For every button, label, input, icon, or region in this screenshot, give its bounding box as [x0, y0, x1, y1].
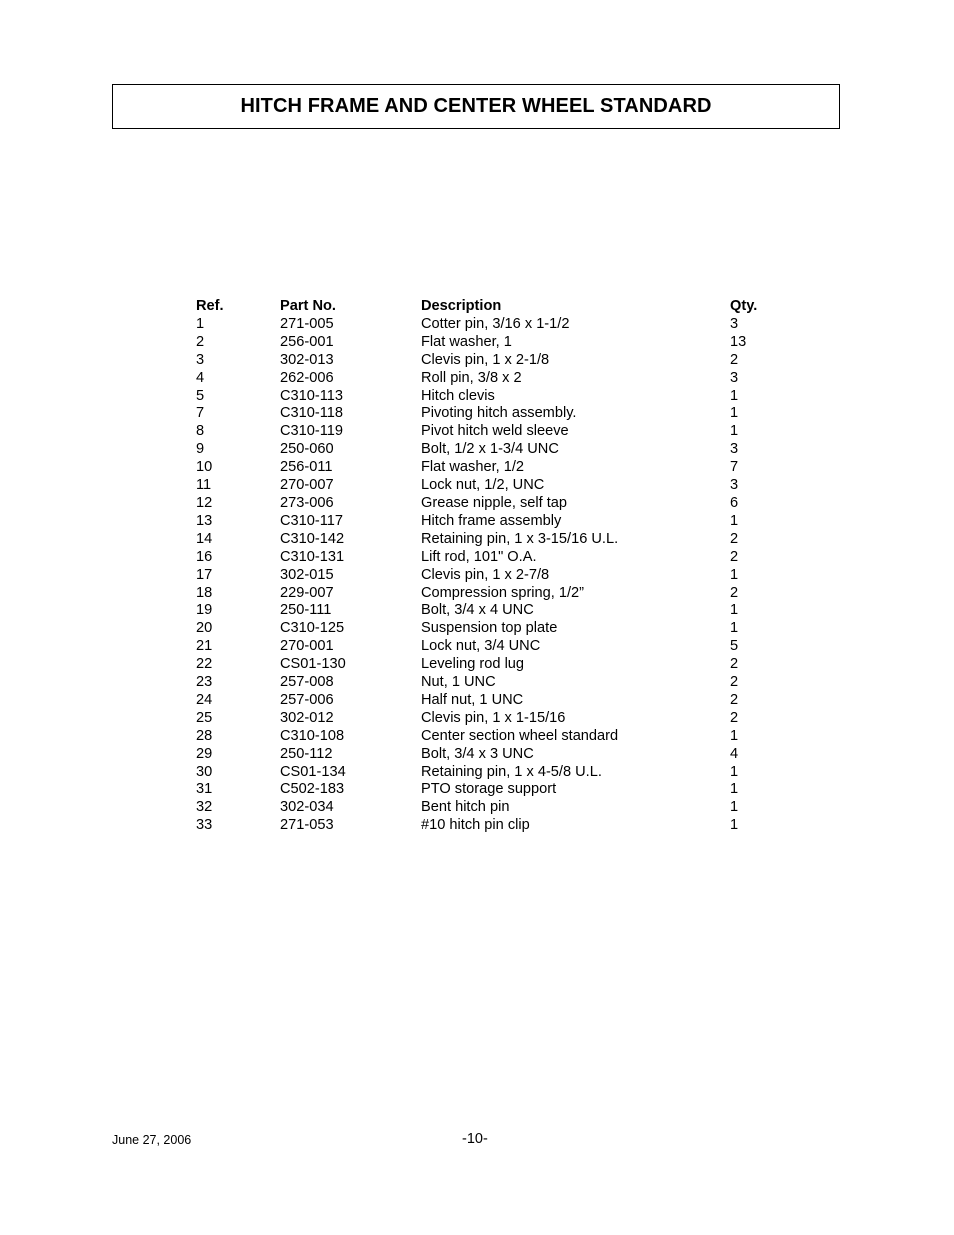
cell-part-no: 302-013	[280, 351, 334, 368]
cell-ref: 14	[196, 530, 213, 547]
cell-ref: 16	[196, 548, 213, 565]
cell-description: Clevis pin, 1 x 1-15/16	[421, 709, 566, 726]
cell-ref: 5	[196, 387, 205, 404]
cell-qty: 2	[730, 548, 739, 565]
cell-qty: 3	[730, 369, 739, 386]
cell-ref: 19	[196, 602, 213, 619]
table-row	[196, 781, 770, 799]
table-row	[196, 817, 770, 835]
table-row	[196, 370, 770, 388]
cell-ref: 29	[196, 745, 213, 762]
table-row	[196, 405, 770, 423]
cell-description: Roll pin, 3/8 x 2	[421, 369, 522, 386]
cell-qty: 1	[730, 727, 739, 744]
cell-qty: 6	[730, 494, 739, 511]
cell-ref: 33	[196, 817, 213, 834]
cell-qty: 7	[730, 459, 739, 476]
cell-description: Retaining pin, 1 x 3-15/16 U.L.	[421, 530, 619, 547]
cell-qty: 1	[730, 602, 739, 619]
cell-ref: 22	[196, 656, 213, 673]
cell-part-no: C310-125	[280, 620, 345, 637]
table-row	[196, 638, 770, 656]
cell-ref: 10	[196, 459, 213, 476]
table-row	[196, 764, 770, 782]
cell-part-no: 271-053	[280, 817, 334, 834]
cell-ref: 20	[196, 620, 213, 637]
cell-ref: 9	[196, 441, 205, 458]
cell-description: #10 hitch pin clip	[421, 817, 530, 834]
cell-qty: 1	[730, 817, 739, 834]
cell-part-no: 229-007	[280, 584, 334, 601]
table-row	[196, 692, 770, 710]
parts-table-body	[196, 316, 770, 835]
header-qty: Qty.	[730, 298, 758, 314]
cell-ref: 32	[196, 799, 213, 816]
cell-qty: 3	[730, 315, 739, 332]
cell-ref: 12	[196, 494, 213, 511]
cell-qty: 2	[730, 530, 739, 547]
cell-part-no: CS01-130	[280, 656, 346, 673]
cell-description: Lift rod, 101" O.A.	[421, 548, 537, 565]
cell-description: Flat washer, 1	[421, 333, 512, 350]
cell-qty: 1	[730, 387, 739, 404]
cell-part-no: 302-012	[280, 709, 334, 726]
table-row	[196, 352, 770, 370]
cell-qty: 1	[730, 763, 739, 780]
cell-part-no: 302-015	[280, 566, 334, 583]
table-header-row	[196, 298, 770, 316]
table-row	[196, 513, 770, 531]
header-part-no: Part No.	[280, 298, 336, 314]
cell-description: Bolt, 3/4 x 4 UNC	[421, 602, 534, 619]
table-row	[196, 585, 770, 603]
cell-description: Lock nut, 3/4 UNC	[421, 638, 541, 655]
cell-ref: 8	[196, 423, 205, 440]
cell-qty: 2	[730, 674, 739, 691]
table-row	[196, 674, 770, 692]
table-row	[196, 388, 770, 406]
cell-part-no: 250-060	[280, 441, 334, 458]
table-row	[196, 549, 770, 567]
cell-description: Hitch frame assembly	[421, 512, 562, 529]
cell-qty: 1	[730, 781, 739, 798]
cell-description: Bolt, 1/2 x 1-3/4 UNC	[421, 441, 559, 458]
table-row	[196, 710, 770, 728]
cell-ref: 2	[196, 333, 205, 350]
table-row	[196, 316, 770, 334]
cell-ref: 18	[196, 584, 213, 601]
cell-description: Clevis pin, 1 x 2-7/8	[421, 566, 550, 583]
cell-part-no: 270-007	[280, 477, 334, 494]
header-description: Description	[421, 298, 502, 314]
cell-description: Half nut, 1 UNC	[421, 691, 524, 708]
cell-ref: 4	[196, 369, 205, 386]
cell-description: Pivot hitch weld sleeve	[421, 423, 569, 440]
cell-ref: 7	[196, 405, 205, 422]
cell-part-no: C310-119	[280, 423, 344, 440]
cell-part-no: C502-183	[280, 781, 345, 798]
cell-ref: 23	[196, 674, 213, 691]
page-title: HITCH FRAME AND CENTER WHEEL STANDARD	[240, 95, 712, 117]
parts-table	[196, 298, 770, 835]
cell-part-no: 270-001	[280, 638, 334, 655]
cell-description: Flat washer, 1/2	[421, 459, 525, 476]
cell-ref: 25	[196, 709, 213, 726]
cell-description: Clevis pin, 1 x 2-1/8	[421, 351, 550, 368]
cell-qty: 1	[730, 405, 739, 422]
table-row	[196, 531, 770, 549]
cell-part-no: 262-006	[280, 369, 334, 386]
cell-part-no: 302-034	[280, 799, 334, 816]
table-row	[196, 334, 770, 352]
table-row	[196, 567, 770, 585]
cell-ref: 3	[196, 351, 205, 368]
cell-part-no: 271-005	[280, 315, 334, 332]
cell-qty: 1	[730, 512, 739, 529]
cell-qty: 1	[730, 423, 739, 440]
cell-description: Suspension top plate	[421, 620, 558, 637]
cell-ref: 31	[196, 781, 213, 798]
table-row	[196, 620, 770, 638]
cell-part-no: C310-131	[280, 548, 345, 565]
cell-qty: 2	[730, 656, 739, 673]
cell-part-no: 257-006	[280, 691, 334, 708]
cell-part-no: 256-011	[280, 459, 333, 476]
cell-part-no: C310-108	[280, 727, 345, 744]
cell-qty: 2	[730, 691, 739, 708]
cell-description: Nut, 1 UNC	[421, 674, 496, 691]
cell-qty: 2	[730, 709, 739, 726]
cell-qty: 1	[730, 799, 739, 816]
cell-description: Bent hitch pin	[421, 799, 510, 816]
cell-qty: 2	[730, 584, 739, 601]
cell-description: Compression spring, 1/2”	[421, 584, 585, 601]
cell-part-no: 250-112	[280, 745, 333, 762]
header-ref: Ref.	[196, 298, 224, 314]
table-row	[196, 459, 770, 477]
cell-description: Pivoting hitch assembly.	[421, 405, 577, 422]
cell-description: Hitch clevis	[421, 387, 495, 404]
cell-description: Cotter pin, 3/16 x 1-1/2	[421, 315, 570, 332]
cell-part-no: 273-006	[280, 494, 334, 511]
table-row	[196, 746, 770, 764]
table-row	[196, 495, 770, 513]
cell-description: PTO storage support	[421, 781, 557, 798]
cell-ref: 21	[196, 638, 213, 655]
cell-qty: 5	[730, 638, 739, 655]
table-row	[196, 799, 770, 817]
cell-ref: 13	[196, 512, 213, 529]
footer-date: June 27, 2006	[112, 1133, 192, 1147]
cell-qty: 1	[730, 620, 739, 637]
cell-description: Retaining pin, 1 x 4-5/8 U.L.	[421, 763, 602, 780]
table-row	[196, 441, 770, 459]
cell-qty: 1	[730, 566, 739, 583]
cell-qty: 2	[730, 351, 739, 368]
table-row	[196, 728, 770, 746]
cell-description: Lock nut, 1/2, UNC	[421, 477, 545, 494]
cell-ref: 24	[196, 691, 213, 708]
table-row	[196, 602, 770, 620]
cell-part-no: C310-118	[280, 405, 344, 422]
cell-qty: 13	[730, 333, 747, 350]
cell-part-no: CS01-134	[280, 763, 346, 780]
cell-qty: 3	[730, 477, 739, 494]
table-row	[196, 477, 770, 495]
cell-ref: 1	[196, 315, 205, 332]
cell-qty: 4	[730, 745, 739, 762]
title-box	[112, 84, 840, 129]
cell-description: Grease nipple, self tap	[421, 494, 568, 511]
cell-ref: 28	[196, 727, 213, 744]
cell-description: Center section wheel standard	[421, 727, 619, 744]
cell-description: Leveling rod lug	[421, 656, 525, 673]
table-row	[196, 423, 770, 441]
page-number: -10-	[462, 1131, 488, 1147]
cell-part-no: 250-111	[280, 602, 332, 619]
cell-part-no: C310-117	[280, 512, 344, 529]
cell-ref: 11	[196, 477, 212, 494]
cell-ref: 17	[196, 566, 213, 583]
cell-ref: 30	[196, 763, 213, 780]
cell-qty: 3	[730, 441, 739, 458]
cell-description: Bolt, 3/4 x 3 UNC	[421, 745, 534, 762]
cell-part-no: C310-113	[280, 387, 344, 404]
cell-part-no: 257-008	[280, 674, 334, 691]
table-row	[196, 656, 770, 674]
cell-part-no: C310-142	[280, 530, 345, 547]
cell-part-no: 256-001	[280, 333, 334, 350]
